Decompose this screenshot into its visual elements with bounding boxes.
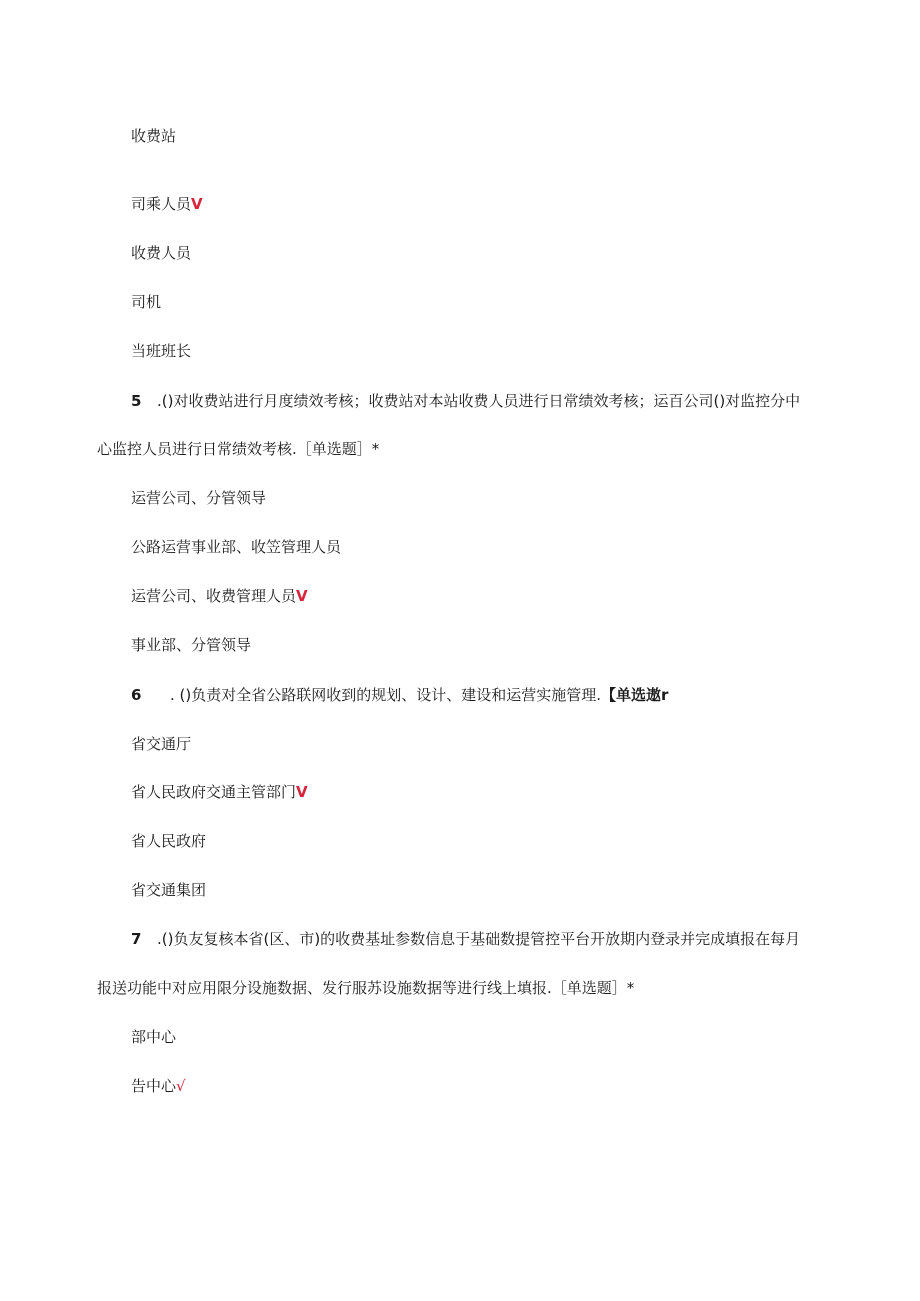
q7-option-1: 部中心 — [131, 1028, 177, 1046]
q4-option-1: 收费站 — [131, 127, 177, 145]
q4-option-5: 当班班长 — [131, 342, 192, 360]
q5-option-4: 事业部、分管领导 — [131, 636, 252, 654]
correct-mark: V — [191, 195, 203, 213]
q4-option-3: 收费人员 — [131, 244, 192, 262]
q4-option-4: 司机 — [131, 293, 162, 311]
q5-option-2: 公路运营事业部、收笠管理人员 — [131, 538, 342, 556]
q6-option-4: 省交通集团 — [131, 881, 207, 899]
correct-mark: V — [296, 587, 308, 605]
q7-question-line1: .()负友复核本省(区、市)的收费基址参数信息于基础数提管控平台开放期内登录并完成填报在每月 — [157, 930, 801, 948]
q5-option-1: 运营公司、分管领导 — [131, 489, 267, 507]
q5-question-line2: 心监控人员进行日常绩效考核.［单选题］* — [97, 440, 380, 458]
correct-mark: √ — [176, 1077, 186, 1095]
q5-question-line1: .()对收费站进行月度绩效考核；收费站对本站收费人员进行日常绩效考核；运百公司()对监控分中 — [157, 392, 801, 410]
q7-option-2: 告中心√ — [131, 1077, 186, 1095]
q6-question-line1: . ()负责对全省公路联网收到的规划、设计、建设和运营实施管理.【单选遨r — [170, 686, 669, 704]
q7-number: 7 — [131, 930, 142, 948]
q6-option-2: 省人民政府交通主管部门V — [131, 783, 308, 801]
q6-option-1: 省交通厅 — [131, 735, 192, 753]
q6-number: 6 — [131, 686, 142, 704]
q4-option-2: 司乘人员V — [131, 195, 203, 213]
q6-option-3: 省人民政府 — [131, 832, 207, 850]
q5-number: 5 — [131, 392, 142, 410]
q5-option-3: 运营公司、收费管理人员V — [131, 587, 308, 605]
q7-question-line2: 报送功能中对应用限分设施数据、发行服苏设施数据等进行线上填报.［单选题］* — [97, 979, 635, 997]
correct-mark: V — [296, 783, 308, 801]
